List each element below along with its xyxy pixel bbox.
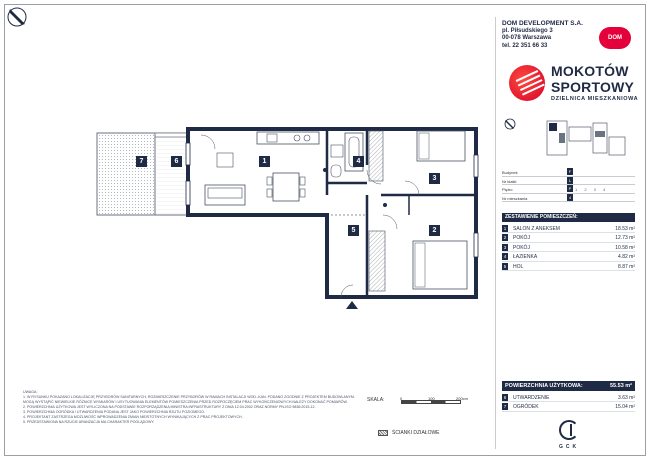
- extra-row: [502, 393, 635, 402]
- info-row-building: [502, 168, 635, 177]
- info-value: L: [568, 177, 572, 183]
- room-area: 10.58 m²: [615, 244, 635, 251]
- note-title: UWAGA:: [23, 390, 38, 394]
- small-compass-icon: [503, 117, 517, 131]
- north-compass-icon: [5, 5, 29, 29]
- gck-mark-icon: [559, 420, 579, 440]
- extra-name: UTWARDZENIE: [513, 395, 550, 401]
- brand-logo: [505, 61, 645, 109]
- apartment-info: [502, 168, 635, 202]
- scale-tick-100: 100: [428, 396, 435, 401]
- total-label: POWIERZCHNIA UŻYTKOWA:: [505, 383, 583, 389]
- room-number: 2: [503, 235, 507, 241]
- floor-plan-drawing: [5, 5, 495, 385]
- info-label: Nr klatki: [502, 178, 517, 184]
- divider: [495, 17, 496, 449]
- plan-label-2: 2: [429, 225, 440, 236]
- total-area: [502, 381, 635, 391]
- info-row-stairwell: [502, 177, 635, 186]
- walls-legend-label: ŚCIANKI DZIAŁOWE: [392, 430, 440, 436]
- plan-label-4: 4: [353, 156, 364, 167]
- note-1: 1. W RYSUNKU POKAZANO LOKALIZACJĘ PRZYBORÓW SANITARNYCH, ROZMIESZCZENIE PRZYBORÓW W RAMACH INSTALACJI WOD.-KAN. PODANO ZGODNIE Z PROJEKTEM BUDOWLANYM. MOGĄ WYSTĄPIĆ NIEWIELKIE RÓŻNICE WYMIARÓW I USYTUOWANIA ELEMENTÓW POMIESZCZENIA PRZED ROZPOCZĘCIEM PRAC WYKOŃCZENIOWYCH NALEŻY DOKONAĆ POMIARÓW.: [23, 395, 355, 404]
- extra-name: OGRÓDEK: [513, 404, 539, 411]
- extra-area: 15.04 m²: [615, 404, 635, 411]
- room-name: SALON Z ANEKSEM: [513, 226, 560, 232]
- note-4: 4. PROJEKTANT ZASTRZEGA MOŻLIWOŚĆ WPROWADZENIA ZMIAN NIEISTOTNYCH WYNIKAJĄCYCH Z PRAC PROJEKTOWYCH.: [23, 415, 243, 419]
- room-area: 18.53 m²: [615, 226, 635, 232]
- plan-label-7: 7: [136, 156, 147, 167]
- brand-line-2: SPORTOWY: [551, 79, 635, 95]
- scale-label: SKALA:: [367, 397, 385, 403]
- company-name: DOM DEVELOPMENT S.A.: [502, 20, 583, 27]
- plan-label-6: 6: [171, 156, 182, 167]
- rooms-list: [502, 224, 635, 271]
- extra-row: [502, 402, 635, 411]
- scale-tick-200: 200cm: [456, 396, 469, 401]
- room-row: [502, 262, 635, 271]
- room-name: HOL: [513, 263, 524, 270]
- info-label: Nr mieszkania: [502, 195, 528, 201]
- scale-graphic: [400, 396, 469, 404]
- room-row: [502, 243, 635, 252]
- floor-plan: [5, 5, 495, 385]
- rooms-header: ZESTAWIENIE POMIESZCZEŃ:: [502, 213, 635, 222]
- notes: [23, 390, 363, 425]
- plan-label-5: 5: [348, 225, 359, 236]
- room-row: [502, 252, 635, 261]
- plan-label-1: 1: [259, 156, 270, 167]
- sheet: [4, 4, 646, 456]
- company-phone: tel. 22 351 66 33: [502, 42, 548, 49]
- room-row: [502, 224, 635, 233]
- info-value: 4: [568, 194, 572, 200]
- dom-logo: DOM: [599, 27, 631, 49]
- note-2: 2. POWIERZCHNIA UŻYTKOWA JEST WYLICZONA NA PODSTAWIE ROZPORZĄDZENIA MINISTRA INFRASTRUKTURY Z DNIA 12.04.2002 ORAZ NORMY PN-ISO 9836:2015-12.: [23, 405, 316, 409]
- room-name: POKÓJ: [513, 244, 530, 251]
- room-area: 8.87 m²: [618, 263, 635, 270]
- room-name: ŁAZIENKA: [513, 254, 538, 261]
- info-label: Budynek: [502, 170, 518, 175]
- plan-label-3: 3: [429, 173, 440, 184]
- brand-ball-icon: [509, 65, 545, 101]
- room-number: 1: [503, 226, 507, 231]
- brand-line-3: DZIELNICA MIESZKANIOWA: [551, 96, 639, 102]
- info-row-apartment: [502, 194, 635, 203]
- scale-tick-0: 0: [400, 396, 403, 401]
- room-row: [502, 233, 635, 242]
- room-number: 4: [503, 254, 507, 260]
- info-row-floor: [502, 185, 635, 194]
- company-address-1: pl. Piłsudskiego 3: [502, 27, 553, 34]
- company-address-2: 00-078 Warszawa: [502, 35, 552, 41]
- extra-number: 7: [503, 404, 507, 410]
- walls-swatch: [378, 430, 388, 436]
- info-value: P: [568, 186, 572, 191]
- room-area: 4.82 m²: [618, 254, 635, 261]
- brand-line-1: MOKOTÓW: [551, 63, 629, 79]
- total-value: 55.53 m²: [609, 383, 632, 389]
- room-name: POKÓJ: [513, 235, 530, 242]
- gck-logo: [553, 420, 585, 454]
- room-number: 5: [503, 263, 507, 269]
- extra-area: 3.63 m²: [618, 395, 635, 401]
- extra-number: 6: [503, 395, 507, 400]
- note-3: 3. POWIERZCHNIA OGRÓDKA / UTWARDZENIA PODANA JEST JAKO POWIERZCHNIA RZUTU POZIOMEGO.: [23, 410, 206, 414]
- key-plan: [533, 117, 633, 163]
- info-label: Piętro: [502, 187, 513, 192]
- info-value: F: [568, 169, 572, 174]
- note-5: 5. PRZEDSTAWIONA NA RZUCIE ARANŻACJA MA CHARAKTER POGLĄDOWY.: [23, 420, 155, 424]
- extras-list: [502, 393, 635, 412]
- room-number: 3: [503, 244, 507, 250]
- company-info: [502, 20, 583, 50]
- gck-text: GCK: [558, 444, 580, 450]
- floor-options: 1 2 3 4: [575, 187, 609, 192]
- garden-area: [97, 133, 155, 215]
- room-area: 12.73 m²: [615, 235, 635, 242]
